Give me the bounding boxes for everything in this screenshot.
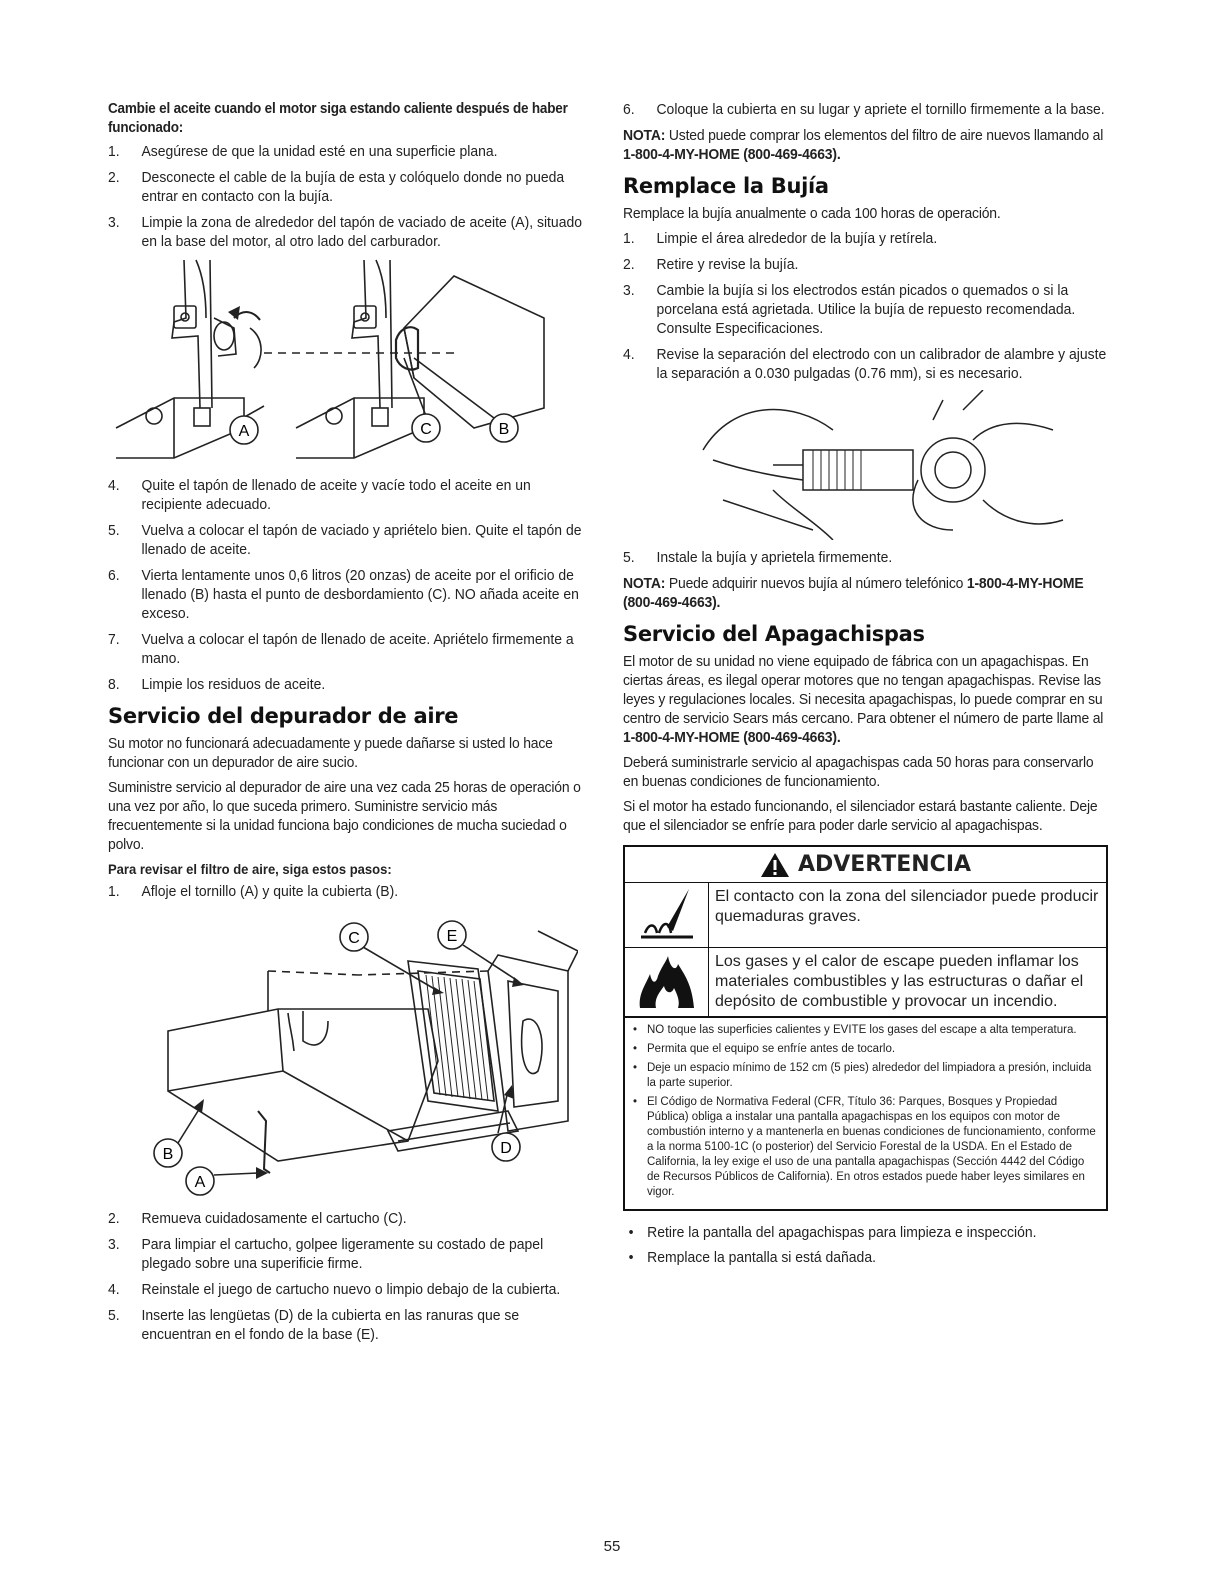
list-item	[108, 675, 591, 694]
warning-triangle-icon	[760, 852, 790, 878]
oil-steps-list-b	[108, 476, 593, 694]
step-text: Limpie el área alrededor de la bujía y retírela.	[656, 230, 938, 247]
step-number: 2.	[108, 1210, 120, 1227]
spark-plug-gauge-illustration	[663, 390, 1083, 540]
spark-plug-title: Remplace la Bujía	[623, 174, 829, 198]
nota-phone: 1-800-4-MY-HOME (800-469-4663).	[623, 575, 1084, 611]
warning-row-fire	[625, 948, 1106, 1017]
list-item	[108, 1235, 591, 1273]
fig2-label-a: A	[194, 1174, 206, 1191]
warning-box	[623, 845, 1108, 1211]
oil-steps-list-a	[108, 142, 593, 251]
step-text: Inserte las lengüetas (D) de la cubierta en las ranuras que se encuentran en el fondo de la base (E).	[141, 1307, 520, 1343]
list-item	[108, 1209, 591, 1228]
spark-arrester-paragraph-2: Deberá suministrarle servicio al apagachispas cada 50 horas para conservarlo en buenas condiciones de funcionamiento.	[623, 754, 1094, 790]
bullet-text: Retire la pantalla del apagachispas para limpieza e inspección.	[647, 1224, 1037, 1241]
fig1-label-b: B	[498, 421, 510, 438]
oil-plug-illustration	[114, 258, 554, 468]
bullet-glyph: •	[633, 1043, 638, 1055]
step-number: 2.	[623, 256, 635, 273]
warning-fire-text: Los gases y el calor de escape pueden inflamar los materiales combustibles y las estructuras o dañar el depósito de combustible y provocar un incendio.	[715, 953, 1084, 1010]
air-steps-list-a	[108, 882, 593, 901]
list-item	[623, 1248, 1107, 1267]
nota-phone: 1-800-4-MY-HOME (800-469-4663).	[623, 146, 841, 163]
bullet-glyph: •	[628, 1249, 634, 1266]
warning-rules-list	[625, 1017, 1106, 1209]
spark-arrester-title: Servicio del Apagachispas	[623, 622, 925, 646]
step-text: Revise la separación del electrodo con un calibrador de alambre y ajuste la separación a 0.030 pulgadas (0.76 mm), si es necesario.	[656, 346, 1107, 382]
air-cleaner-title: Servicio del depurador de aire	[108, 704, 459, 728]
list-item	[623, 229, 1107, 248]
right-column	[623, 100, 1109, 1273]
step-number: 8.	[108, 676, 120, 693]
step-text: Quite el tapón de llenado de aceite y vacíe todo el aceite en un recipiente adecuado.	[141, 477, 531, 513]
list-item	[108, 882, 591, 901]
step-number: 1.	[108, 883, 120, 900]
bullet-text: Remplace la pantalla si está dañada.	[647, 1249, 876, 1266]
step-number: 6.	[108, 567, 120, 584]
nota-label: NOTA:	[623, 575, 666, 592]
air-filter-subheading: Para revisar el filtro de aire, siga estos pasos:	[108, 861, 392, 877]
warning-burn-text: El contacto con la zona del silenciador puede producir quemaduras graves.	[715, 888, 1099, 925]
step-text: Vuelva a colocar el tapón de llenado de aceite. Apriételo firmemente a mano.	[141, 631, 574, 667]
bullet-glyph: •	[633, 1024, 638, 1036]
air-cleaner-paragraph-1: Su motor no funcionará adecuadamente y puede dañarse si usted lo hace funcionar con un depurador de aire sucio.	[108, 735, 553, 771]
step-text: Limpie la zona de alrededor del tapón de vaciado de aceite (A), situado en la base del motor, al otro lado del carburador.	[141, 214, 582, 250]
step-text: Coloque la cubierta en su lugar y apriete el tornillo firmemente a la base.	[656, 101, 1105, 118]
fig1-label-c: C	[420, 421, 432, 438]
step-number: 3.	[623, 282, 635, 299]
warning-row-burn	[625, 883, 1106, 948]
list-item	[633, 1061, 1098, 1091]
list-item	[623, 548, 1107, 567]
air-cleaner-paragraph-2: Suministre servicio al depurador de aire una vez cada 25 horas de operación o una vez por año, lo que suceda primero. Suministre servicio más frecuentemente si la unidad funciona bajo condiciones de mucha suciedad o polvo.	[108, 779, 581, 853]
spark-plug-steps-list-b	[623, 548, 1109, 567]
step-text: Afloje el tornillo (A) y quite la cubierta (B).	[141, 883, 399, 900]
warning-title: ADVERTENCIA	[797, 852, 972, 877]
step-number: 5.	[623, 549, 635, 566]
step-text: Cambie la bujía si los electrodos están picados o quemados o si la porcelana está agrietada. Utilice la bujía de repuesto recomendada. Consulte Especificaciones.	[656, 282, 1076, 337]
nota-text: Usted puede comprar los elementos del filtro de aire nuevos llamando al	[665, 127, 1104, 144]
warning-header	[625, 847, 1106, 883]
bullet-glyph: •	[628, 1224, 634, 1241]
step-number: 5.	[108, 522, 120, 539]
list-item	[633, 1023, 1098, 1038]
fig2-label-c: C	[348, 930, 360, 947]
nota-air-filter	[623, 126, 1107, 164]
step-number: 2.	[108, 169, 120, 186]
list-item	[633, 1095, 1098, 1200]
fire-icon	[625, 948, 709, 1016]
bullet-text: NO toque las superficies calientes y EVITE los gases del escape a alta temperatura.	[647, 1024, 1077, 1036]
air-steps-list-b	[108, 1209, 593, 1344]
step-number: 3.	[108, 214, 120, 231]
bullet-glyph: •	[633, 1062, 638, 1074]
list-item	[623, 255, 1107, 274]
step-number: 7.	[108, 631, 120, 648]
spark-arrester-paragraph-1	[623, 652, 1107, 747]
step-text: Vierta lentamente unos 0,6 litros (20 onzas) de aceite por el orificio de llenado (B) hasta el punto de desbordamiento (C). NO añada aceite en exceso.	[141, 567, 579, 622]
list-item	[623, 345, 1107, 383]
fig2-label-e: E	[446, 928, 458, 945]
bullet-text: Deje un espacio mínimo de 152 cm (5 pies) alrededor del limpiadora a presión, incluida la parte superior.	[647, 1062, 1092, 1089]
list-item	[108, 1280, 591, 1299]
air-filter-illustration	[108, 911, 578, 1201]
list-item	[623, 100, 1107, 119]
arrester-phone: 1-800-4-MY-HOME (800-469-4663).	[623, 729, 841, 746]
list-item	[108, 213, 591, 251]
fig2-label-b: B	[162, 1146, 174, 1163]
step-text: Limpie los residuos de aceite.	[141, 676, 326, 693]
page-number: 55	[603, 1538, 621, 1555]
step-number: 3.	[108, 1236, 120, 1253]
step-number: 1.	[108, 143, 120, 160]
step-text: Desconecte el cable de la bujía de esta y colóquelo donde no pueda entrar en contacto con la bujía.	[141, 169, 565, 205]
list-item	[108, 168, 591, 206]
nota-spark-plug	[623, 574, 1107, 612]
bullet-glyph: •	[633, 1096, 638, 1108]
step-number: 4.	[108, 1281, 120, 1298]
nota-label: NOTA:	[623, 127, 666, 144]
step-text: Reinstale el juego de cartucho nuevo o limpio debajo de la cubierta.	[141, 1281, 561, 1298]
spark-plug-steps-list-a	[623, 229, 1109, 383]
list-item	[108, 566, 591, 623]
fig1-label-a: A	[238, 423, 250, 440]
step-text: Asegúrese de que la unidad esté en una superficie plana.	[141, 143, 498, 160]
hot-surface-icon	[625, 883, 709, 947]
step-number: 4.	[623, 346, 635, 363]
step-text: Para limpiar el cartucho, golpee ligeramente su costado de papel plegado sobre una superificie firme.	[141, 1236, 544, 1272]
list-item	[633, 1042, 1098, 1057]
list-item	[108, 476, 591, 514]
spark-plug-intro: Remplace la bujía anualmente o cada 100 horas de operación.	[623, 205, 1001, 222]
list-item	[108, 142, 591, 161]
fig2-label-d: D	[500, 1140, 512, 1157]
list-item	[623, 281, 1107, 338]
step-text: Retire y revise la bujía.	[656, 256, 799, 273]
list-item	[108, 630, 591, 668]
step-text: Vuelva a colocar el tapón de vaciado y apriételo bien. Quite el tapón de llenado de aceite.	[141, 522, 582, 558]
list-item	[108, 521, 591, 559]
arrester-text: El motor de su unidad no viene equipado de fábrica con un apagachispas. En ciertas áreas, es ilegal operar motores que no tengan apagachispas. Revise las leyes y regulaciones locales. Si necesita apagachispas, lo puede comprar en su centro de servicio Sears más cercano. Para obtener el número de parte llame al	[623, 653, 1104, 727]
oil-change-heading: Cambie el aceite cuando el motor siga estando caliente después de haber funcionado:	[108, 101, 568, 136]
step-number: 4.	[108, 477, 120, 494]
left-column	[108, 100, 593, 1351]
step-number: 1.	[623, 230, 635, 247]
bullet-text: El Código de Normativa Federal (CFR, Título 36: Parques, Bosques y Propiedad Pública) obliga a instalar una pantalla apagachispas en los equipos con motor de combustión interno y a mantenerla en buenas condiciones de funcionamiento, conforme a la norma 5100-1C (o posterior) del Servicio Forestal de la USDA. En el Estado de California, la ley exige el uso de una pantalla apagachispas (Sección 4442 del Código de Recursos Públicos de California). En otros estados puede haber leyes similares en vigor.	[647, 1096, 1096, 1198]
bullet-text: Permita que el equipo se enfríe antes de tocarlo.	[647, 1043, 896, 1055]
arrester-bullets-list	[623, 1223, 1109, 1267]
step-text: Remueva cuidadosamente el cartucho (C).	[141, 1210, 407, 1227]
nota-text: Puede adquirir nuevos bujía al número telefónico	[665, 575, 967, 592]
list-item	[623, 1223, 1107, 1242]
step-number: 5.	[108, 1307, 120, 1324]
list-item	[108, 1306, 591, 1344]
spark-arrester-paragraph-3: Si el motor ha estado funcionando, el silenciador estará bastante caliente. Deje que el silenciador se enfríe para poder darle servicio al apagachispas.	[623, 798, 1098, 834]
step-number: 6.	[623, 101, 635, 118]
step-text: Instale la bujía y aprietela firmemente.	[656, 549, 893, 566]
cover-steps-list	[623, 100, 1109, 119]
